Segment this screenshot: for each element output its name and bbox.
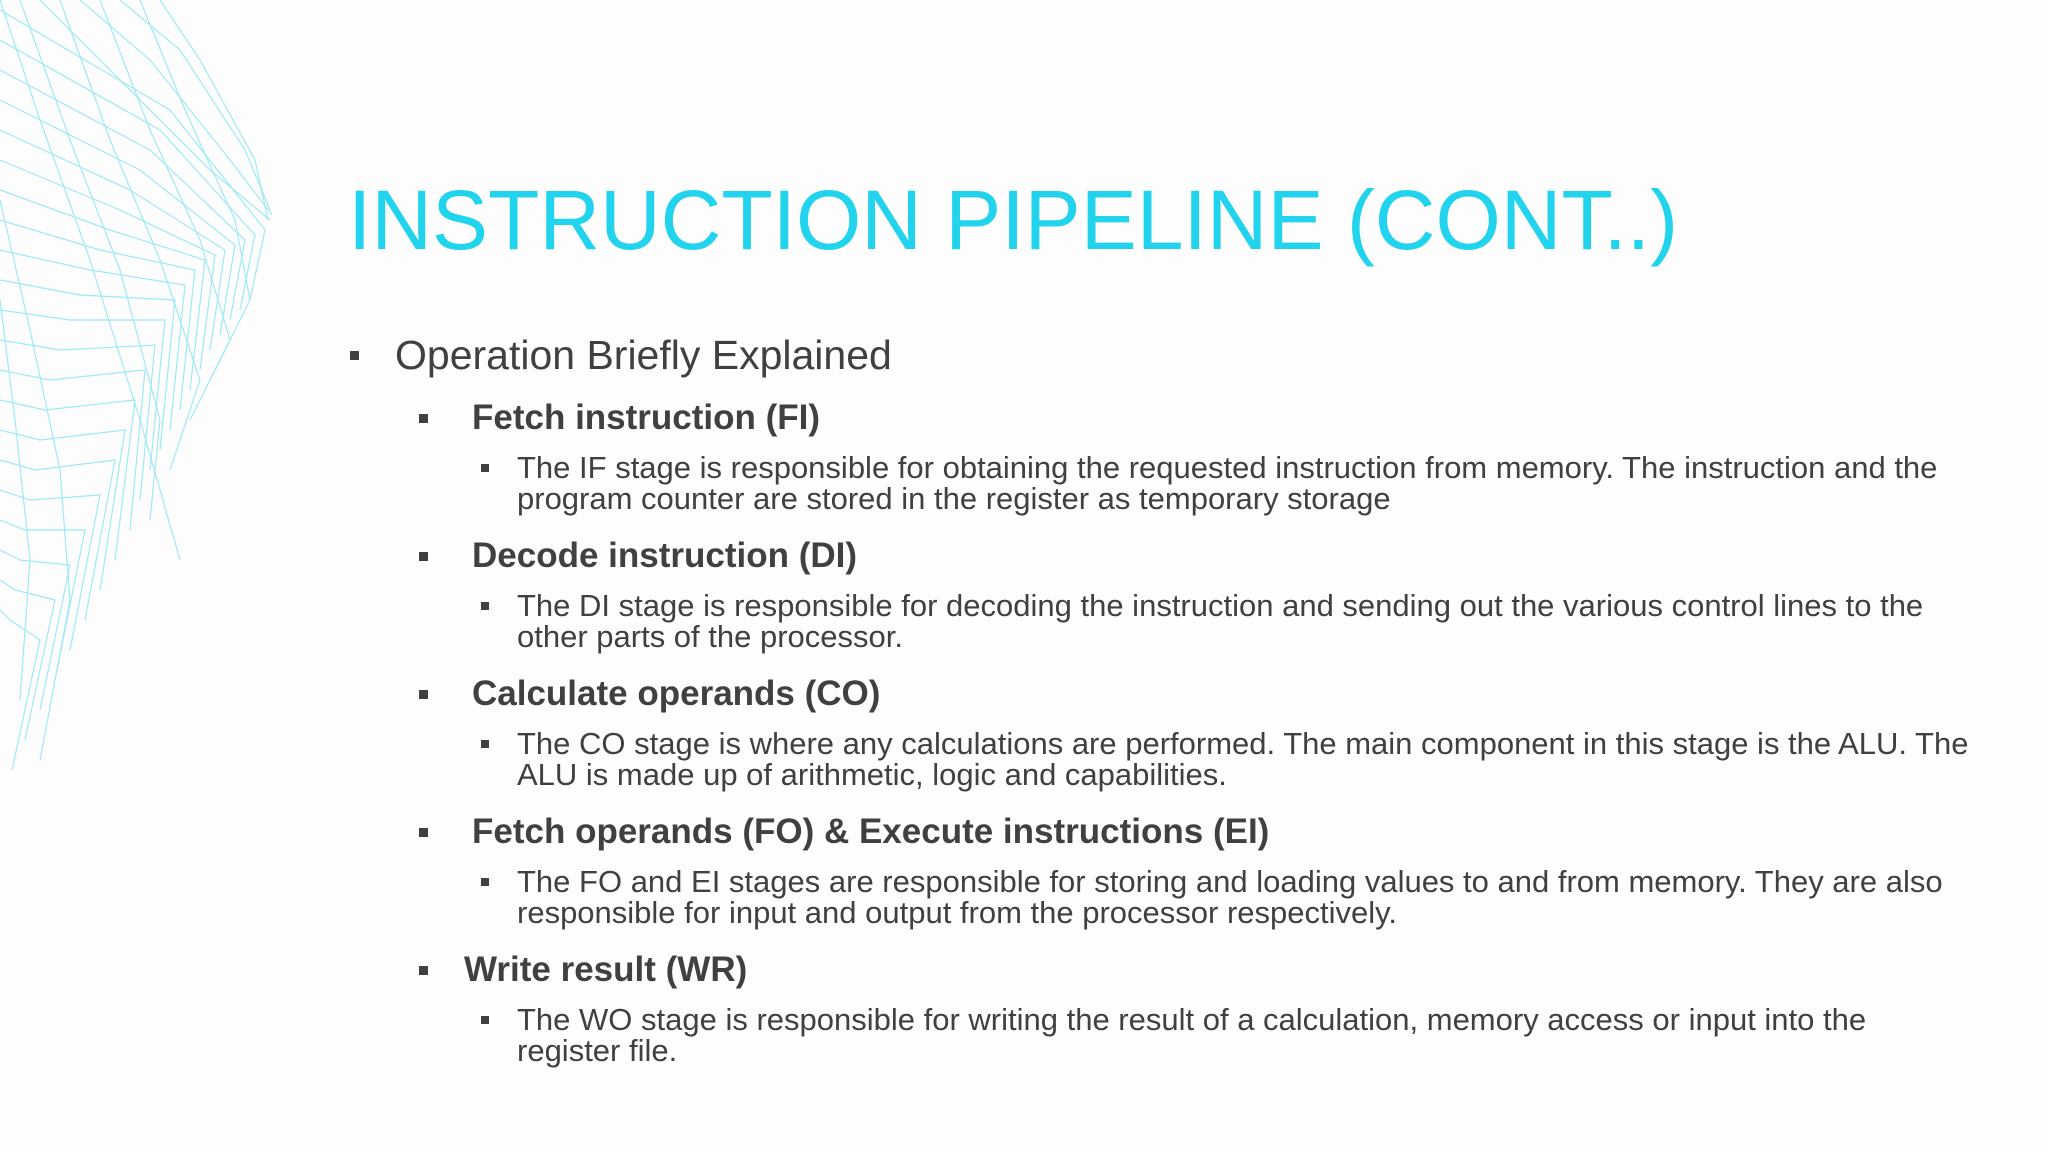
bullet-marker <box>419 966 428 975</box>
stage-description: The CO stage is where any calculations are performed. The main component in this stage is the ALU. The ALU is made up of arithmetic, logic and capabilities. <box>517 726 1969 792</box>
stage-heading: Write result (WR) <box>464 950 748 989</box>
bullet-marker <box>481 602 489 610</box>
bullet-marker <box>481 740 489 748</box>
wireframe-decoration <box>0 0 300 800</box>
bullet-marker <box>481 464 489 472</box>
bullet-marker <box>419 552 428 561</box>
bullet-marker <box>419 414 428 423</box>
stage-description: The WO stage is responsible for writing the result of a calculation, memory access or input into the register file. <box>517 1002 1867 1068</box>
slide-title: INSTRUCTION PIPELINE (CONT..) <box>348 173 1679 267</box>
stage-description: The IF stage is responsible for obtaining the requested instruction from memory. The instruction and the program counter are stored in the register as temporary storage <box>517 450 1938 516</box>
stage-description: The FO and EI stages are responsible for storing and loading values to and from memory. They are also responsible for input and output from the processor respectively. <box>517 864 1943 930</box>
stage-heading: Decode instruction (DI) <box>472 536 858 575</box>
bullet-marker <box>350 351 359 360</box>
section-heading: Operation Briefly Explained <box>395 332 892 378</box>
bullet-marker <box>481 1016 489 1024</box>
stage-heading: Fetch instruction (FI) <box>472 398 821 437</box>
stage-heading: Calculate operands (CO) <box>472 674 881 713</box>
bullet-marker <box>419 828 428 837</box>
stage-heading: Fetch operands (FO) & Execute instructions (EI) <box>472 812 1270 851</box>
stage-description: The DI stage is responsible for decoding the instruction and sending out the various control lines to the other parts of the processor. <box>517 588 1924 654</box>
bullet-marker <box>419 690 428 699</box>
bullet-marker <box>481 878 489 886</box>
